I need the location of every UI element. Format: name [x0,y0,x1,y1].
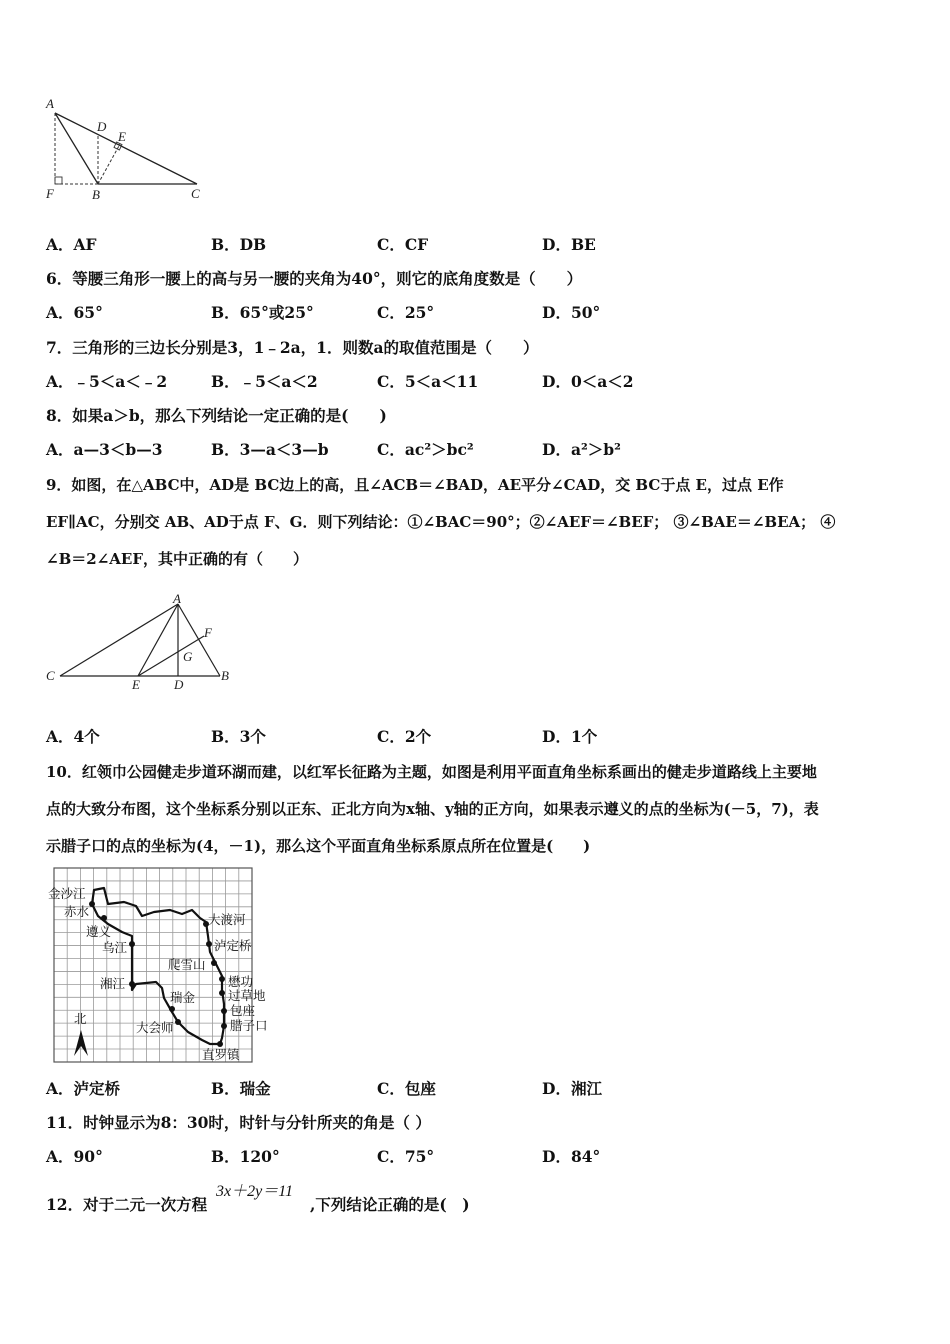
fig2-label-g: G [183,649,193,664]
q9-stem-line1: 9．如图，在△ABC中，AD是 BC边上的高，且∠ACB＝∠BAD，AE平分∠CAD，交 BC于点 E，过点 E作 [46,476,784,494]
fig2-label-f: F [204,625,212,640]
q6-stem: 6．等腰三角形一腰上的高与另一腰的夹角为40°，则它的底角度数是（ ） [46,269,583,288]
map-label-ludingqiao: 泸定桥 [214,938,252,953]
q11-option-d: D．84° [542,1147,601,1166]
q11-stem: 11．时钟显示为8：30时，时针与分针所夹的角是（ ） [46,1113,431,1132]
fig1-label-f: F [46,186,54,201]
map-label-ruijin: 瑞金 [170,990,196,1005]
fig1-label-e: E [118,129,126,144]
q7-option-b: B．﹣5＜a＜2 [211,372,318,391]
q9-option-a: A．4个 [46,727,100,746]
q11-option-c: C．75° [377,1147,435,1166]
fig1-label-d: D [97,119,107,134]
fig1-label-b: B [92,187,100,202]
q6-option-b: B．65°或25° [211,303,314,322]
map-label-xiangjiang: 湘江 [100,976,126,991]
q5-option-b: B．DB [211,235,267,254]
q10-option-b: B．瑞金 [211,1079,271,1098]
north-arrow-icon [74,1030,88,1056]
q9-stem-line2: EF∥AC，分别交 AB、AD于点 F、G．则下列结论：①∠BAC＝90°；②∠AEF＝∠BEF； ③∠BAE＝∠BEA； ④ [46,513,836,531]
map-label-maogong: 懋功 [228,974,254,989]
fig2-label-d: D [174,677,184,692]
q12-stem-suffix: ,下列结论正确的是( ) [310,1195,470,1214]
map-label-daduhe: 大渡河 [208,912,246,927]
q12-equation: 3x＋2y＝11 [216,1183,294,1200]
q8-stem: 8．如果a＞b，那么下列结论一定正确的是( ) [46,406,387,425]
q7-option-d: D．0＜a＜2 [542,372,634,391]
map-label-north: 北 [74,1011,87,1026]
fig2-label-a: A [173,591,181,606]
q11-option-b: B．120° [211,1147,280,1166]
q9-option-b: B．3个 [211,727,266,746]
map-label-paxueshan: 爬雪山 [168,957,206,972]
q10-stem-line3: 示腊子口的点的坐标为(4，－1)，那么这个平面直角坐标系原点所在位置是( ) [46,837,591,855]
fig1-label-a: A [46,96,54,111]
q6-option-c: C．25° [377,303,435,322]
q10-option-c: C．包座 [377,1079,436,1098]
q7-option-c: C．5＜a＜11 [377,372,479,391]
q10-stem-line2: 点的大致分布图，这个坐标系分别以正东、正北方向为x轴、y轴的正方向，如果表示遵义的点的坐标为(－5，7)，表 [46,800,819,818]
q6-option-a: A．65° [46,303,103,322]
q10-option-d: D．湘江 [542,1079,602,1098]
map-label-zunyi: 遵义 [86,924,112,939]
q8-option-b: B．3—a＜3—b [211,440,329,459]
q9-option-d: D．1个 [542,727,598,746]
fig1-label-c: C [191,186,200,201]
q7-stem: 7．三角形的三边长分别是3，1﹣2a，1．则数a的取值范围是（ ） [46,338,539,357]
q10-stem-line1: 10．红领巾公园健走步道环湖而建，以红军长征路为主题，如图是利用平面直角坐标系画出的健走步道路线上主要地 [46,763,817,781]
triangle-figure-1 [40,95,220,207]
q9-option-c: C．2个 [377,727,432,746]
q7-option-a: A．﹣5＜a＜﹣2 [46,372,168,391]
map-label-chishui: 赤水 [64,904,90,919]
q8-option-c: C．ac²＞bc² [377,440,474,459]
fig2-label-c: C [46,668,55,683]
map-label-wujiang: 乌江 [102,940,128,955]
q12-stem-prefix: 12．对于二元一次方程 [46,1195,208,1214]
q8-option-d: D．a²＞b² [542,440,621,459]
q5-option-d: D．BE [542,235,596,254]
map-label-baozuo: 包座 [230,1003,256,1018]
fig2-label-e: E [132,677,140,692]
route-map [48,866,278,1066]
q6-option-d: D．50° [542,303,601,322]
map-label-zhiluozhen: 直罗镇 [202,1047,240,1062]
triangle-figure-2 [42,592,242,692]
q10-option-a: A．泸定桥 [46,1079,121,1098]
q5-option-a: A．AF [46,235,97,254]
q8-option-a: A．a—3＜b—3 [46,440,163,459]
map-label-jinshajiang: 金沙江 [48,886,86,901]
q11-option-a: A．90° [46,1147,103,1166]
q9-stem-line3: ∠B＝2∠AEF，其中正确的有（ ） [46,550,308,568]
map-label-lazikou: 腊子口 [230,1018,268,1033]
fig2-label-b: B [221,668,229,683]
q5-option-c: C．CF [377,235,429,254]
map-label-guocaodi: 过草地 [228,988,266,1003]
map-label-dahuishi: 大会师 [136,1020,174,1035]
